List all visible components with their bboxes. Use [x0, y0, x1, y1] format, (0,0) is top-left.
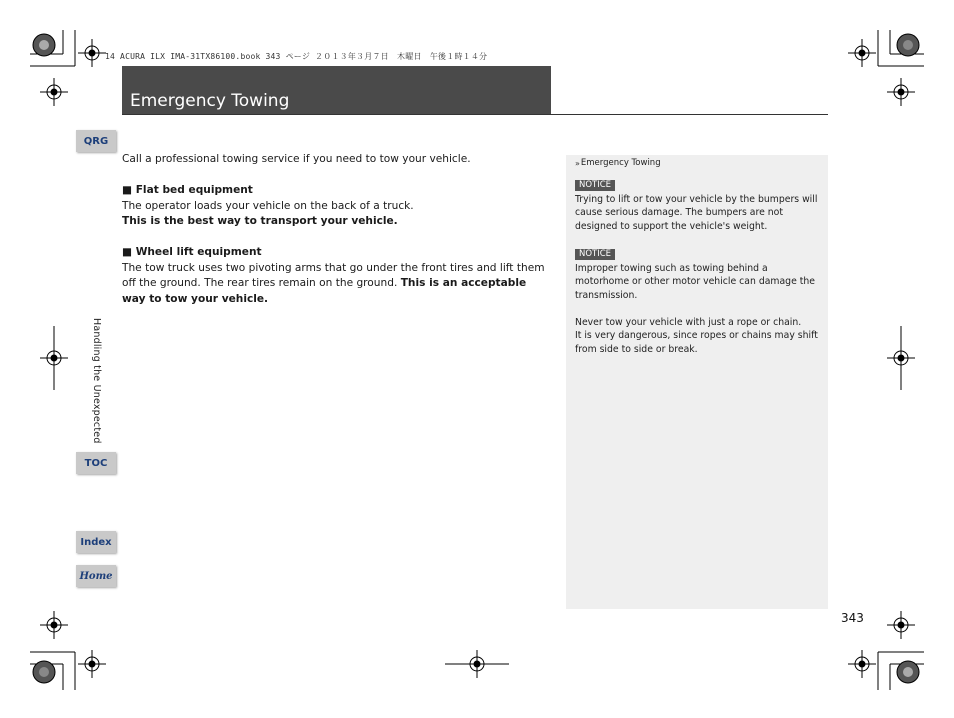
- wheellift-heading: ■ Wheel lift equipment: [122, 246, 262, 258]
- flatbed-heading: ■ Flat bed equipment: [122, 184, 253, 196]
- wheellift-paragraph: [122, 261, 552, 308]
- title-rule: [122, 114, 828, 115]
- index-tab[interactable]: Index: [76, 531, 116, 553]
- intro-text: Call a professional towing service if you need to tow your vehicle.: [122, 153, 471, 165]
- wheellift-bold-text: This is an acceptable way to tow your vehicle.: [122, 277, 527, 305]
- main-content: [122, 152, 552, 307]
- print-header: 14 ACURA ILX IMA-31TX86100.book 343 ページ ２０１３年３月７日 木曜日 午後１時１４分: [105, 52, 488, 61]
- notice-badge: NOTICE: [575, 249, 615, 260]
- sidebar-title: Emergency Towing: [580, 158, 661, 168]
- page-title: Emergency Towing: [130, 91, 290, 111]
- double-chevron-icon: »: [575, 159, 580, 168]
- flatbed-text: The operator loads your vehicle on the back of a truck.: [122, 199, 414, 212]
- home-tab[interactable]: Home: [76, 565, 116, 587]
- notice-text: Trying to lift or tow your vehicle by the bumpers will cause serious damage. The bumpers are not designed to support the vehicle's weight.: [575, 193, 818, 232]
- sidebar-paragraph: It is very dangerous, since ropes or chains may shift from side to side or break.: [575, 330, 818, 355]
- page-number: 343: [841, 611, 864, 625]
- sidebar-paragraph: Never tow your vehicle with just a rope or chain.: [575, 316, 802, 328]
- qrg-tab[interactable]: QRG: [76, 130, 116, 152]
- flatbed-bold-text: This is the best way to transport your vehicle.: [122, 215, 398, 227]
- sidebar-notes: [566, 155, 828, 609]
- title-bar: [122, 66, 551, 114]
- section-label: Handling the Unexpected: [91, 318, 102, 444]
- notice-text: Improper towing such as towing behind a motorhome or other motor vehicle can damage the transmission.: [575, 262, 815, 301]
- toc-tab[interactable]: TOC: [76, 452, 116, 474]
- sidebar-title-row: [575, 157, 821, 171]
- wheellift-text: The tow truck uses two pivoting arms that go under the front tires and lift them off the ground. The rear tires remain on the ground.: [122, 261, 545, 289]
- notice-badge: NOTICE: [575, 180, 615, 191]
